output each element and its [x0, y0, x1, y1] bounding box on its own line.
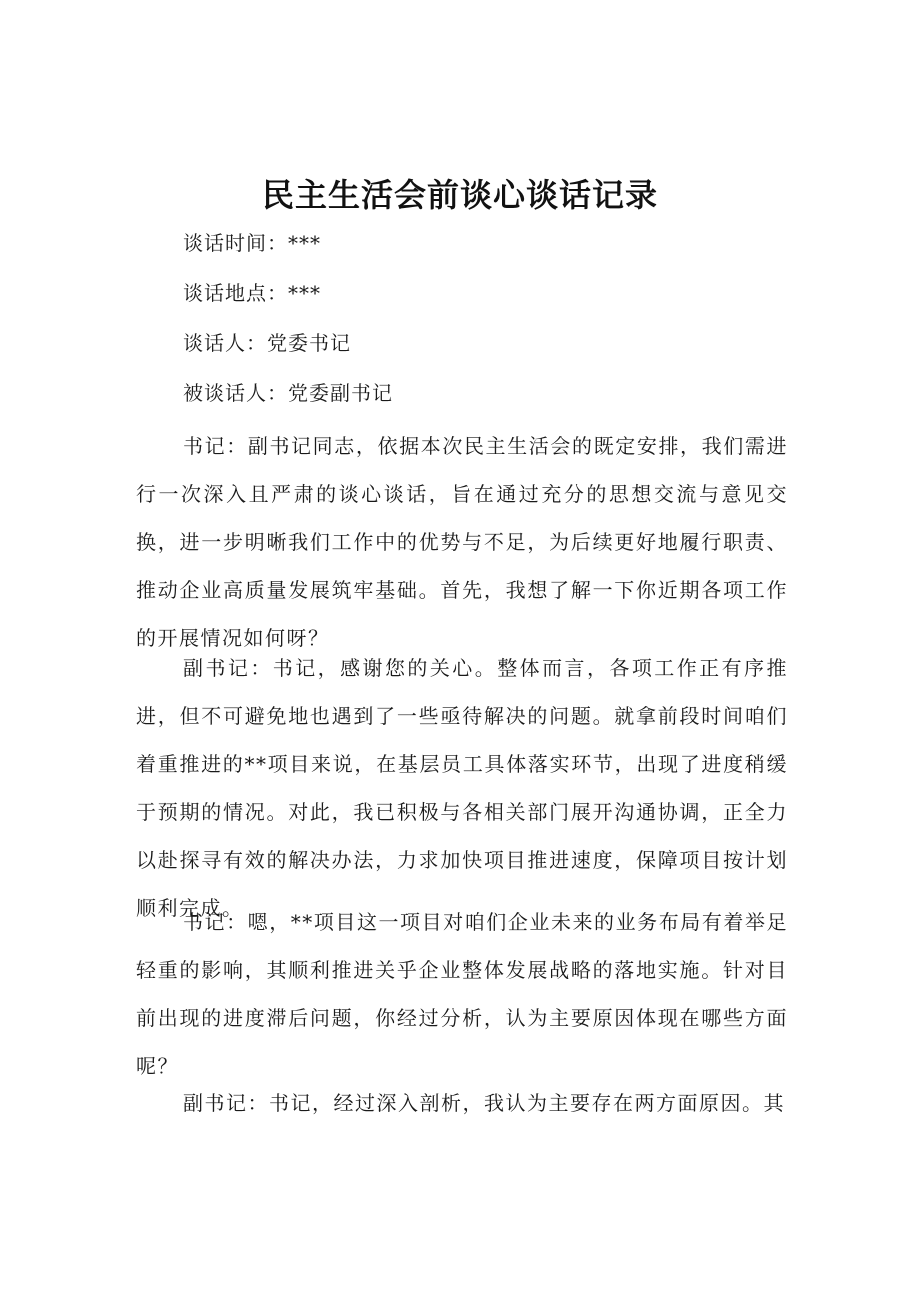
interview-time: 谈话时间：*** — [183, 231, 321, 255]
document-title: 民主生活会前谈心谈话记录 — [261, 176, 658, 214]
interviewee: 被谈话人：党委副书记 — [183, 381, 393, 405]
paragraph-deputy-reply: 副书记：书记，感谢您的关心。整体而言，各项工作正有序推进，但不可避免地也遇到了一些亟待解决的问题。就拿前段时间咱们着重推进的**项目来说，在基层员工具体落实环节，出现了进度稍缓于预期的情况。对此，我已积极与各相关部门展开沟通协调，正全力以赴探寻有效的解决办法，力求加快项目推进速度，保障项目按计划顺利完成。 — [136, 656, 788, 920]
paragraph-deputy-analysis: 副书记：书记，经过深入剖析，我认为主要存在两方面原因。其 — [183, 1091, 785, 1115]
interview-place: 谈话地点：*** — [183, 281, 321, 305]
paragraph-secretary-question: 书记：嗯，**项目这一项目对咱们企业未来的业务布局有着举足轻重的影响，其顺利推进关乎企业整体发展战略的落地实施。针对目前出现的进度滞后问题，你经过分析，认为主要原因体现在哪些方面呢？ — [136, 910, 788, 1078]
interviewer: 谈话人：党委书记 — [183, 331, 351, 355]
paragraph-secretary-opening: 书记：副书记同志，依据本次民主生活会的既定安排，我们需进行一次深入且严肃的谈心谈话，旨在通过充分的思想交流与意见交换，进一步明晰我们工作中的优势与不足，为后续更好地履行职责、推动企业高质量发展筑牢基础。首先，我想了解一下你近期各项工作的开展情况如何呀？ — [136, 434, 788, 650]
